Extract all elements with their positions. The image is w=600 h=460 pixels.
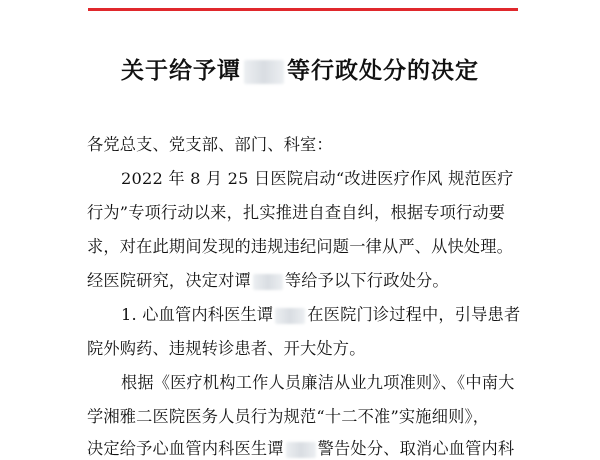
- body-line-4-part-2: 等给予以下行政处分。: [284, 271, 449, 290]
- redacted-name: [286, 442, 316, 458]
- header-red-rule: [88, 8, 518, 11]
- redacted-name: [275, 308, 305, 324]
- redacted-name: [253, 274, 283, 290]
- body-line-2: 行为”专项行动以来，扎实推进自查自纠，根据专项行动要: [87, 203, 506, 222]
- body-line-8: 学湘雅二医院医务人员行为规范“十二不准”实施细则》，: [87, 407, 490, 426]
- body-line-7: 根据《医疗机构工作人员廉洁从业九项准则》、《中南大: [121, 373, 515, 392]
- body-line-1: 2022 年 8 月 25 日医院启动“改进医疗作风 规范医疗: [121, 169, 514, 188]
- body-line-3: 求，对在此期间发现的违规违纪问题一律从严、从快处理。: [87, 237, 514, 256]
- body-line-5: [121, 304, 600, 326]
- body-line-9-part-2: 警告处分、取消心血管内科: [317, 439, 515, 458]
- redacted-name: [244, 60, 284, 84]
- body-line-4-part-1: 经医院研究，决定对谭: [87, 271, 251, 290]
- body-line-5-part-1: 1. 心血管内科医生谭: [121, 305, 274, 324]
- title-part-1: 关于给予谭: [121, 58, 241, 84]
- body-line-6: 院外购药、违规转诊患者、开大处方。: [87, 339, 366, 358]
- body-line-5-part-2: 在医院门诊过程中，引导患者: [307, 305, 521, 324]
- salutation: 各党总支、党支部、部门、科室：: [87, 135, 333, 154]
- title-part-2: 等行政处分的决定: [287, 58, 479, 84]
- body-line-9-part-1: 决定给予心血管内科医生谭: [87, 439, 284, 458]
- body-line-4: [87, 270, 600, 292]
- body-line-9: [87, 438, 600, 460]
- document-title: [0, 52, 600, 85]
